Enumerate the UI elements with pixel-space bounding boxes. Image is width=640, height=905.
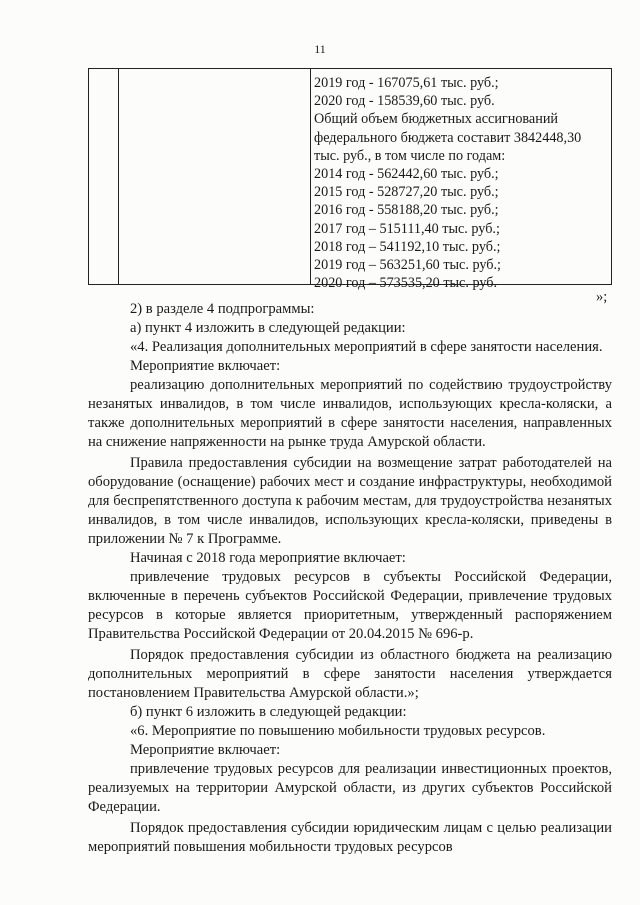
- paragraph: привлечение трудовых ресурсов в субъекты Российской Федерации, включенные в перечень субъектов Российской Федерации, привлечение трудовых ресурсов в которые является приоритетным, утвержденный распоряжением Правительства Российской Федерации от 20.04.2015 № 696-р.: [88, 569, 612, 642]
- paragraph: привлечение трудовых ресурсов для реализации инвестиционных проектов, реализуемых на территории Амурской области, из других субъектов Российской Федерации.: [88, 761, 612, 815]
- paragraph: Правила предоставления субсидии на возмещение затрат работодателей на оборудование (оснащение) рабочих мест и создание инфраструктуры, необходимой для беспрепятственного доступа к рабочим местам, для трудоустройства незанятых инвалидов, в том числе инвалидов, использующих кресла-коляски, приведены в приложении № 7 к Программе.: [88, 455, 612, 547]
- paragraph: 2) в разделе 4 подпрограммы:: [130, 301, 315, 317]
- paragraph: Порядок предоставления субсидии юридическим лицам с целью реализации мероприятий повышения мобильности трудовых ресурсов: [88, 820, 612, 855]
- table-cell-line: 2015 год - 528727,20 тыс. руб.;: [314, 184, 499, 201]
- table-column-divider: [310, 69, 311, 284]
- table-cell-line: 2019 год - 167075,61 тыс. руб.;: [314, 75, 499, 91]
- table-cell-line: 2016 год - 558188,20 тыс. руб.;: [314, 202, 499, 219]
- table-cell-line: 2014 год - 562442,60 тыс. руб.;: [314, 165, 499, 182]
- paragraph: реализацию дополнительных мероприятий по содействию трудоустройству незанятых инвалидов, в том числе инвалидов, использующих кресла-коляски, а также дополнительных мероприятий в сфере занятости населения, направленных на снижение напряженности на рынке труда Амурской области.: [88, 377, 612, 450]
- table-cell-line: 2017 год – 515111,40 тыс. руб.;: [314, 220, 500, 237]
- document-body: [88, 300, 612, 857]
- table-cell-funding: [314, 74, 609, 292]
- table-column-divider: [118, 69, 119, 284]
- paragraph: «6. Мероприятие по повышению мобильности трудовых ресурсов.: [130, 723, 546, 739]
- paragraph: б) пункт 6 изложить в следующей редакции:: [130, 704, 407, 720]
- paragraph: Порядок предоставления субсидии из областного бюджета на реализацию дополнительных мероприятий в сфере занятости населения утверждается постановлением Правительства Амурской области.»;: [88, 647, 612, 701]
- table-cell-line: 2020 год - 158539,60 тыс. руб.: [314, 93, 495, 110]
- paragraph: Мероприятие включает:: [130, 358, 281, 374]
- table-cell-line: 2019 год – 563251,60 тыс. руб.;: [314, 256, 501, 273]
- table-cell-line: федерального бюджета составит 3842448,30: [314, 129, 582, 146]
- table-cell-line: Общий объем бюджетных ассигнований: [314, 111, 559, 128]
- budget-table: [88, 68, 612, 292]
- paragraph: а) пункт 4 изложить в следующей редакции:: [130, 320, 406, 336]
- table-closing-quote: »;: [596, 289, 608, 305]
- table-cell-line: 2018 год – 541192,10 тыс. руб.;: [314, 238, 501, 255]
- table-cell-line: тыс. руб., в том числе по годам:: [314, 147, 506, 164]
- paragraph: Мероприятие включает:: [130, 742, 281, 758]
- table-cell-line: 2020 год – 573535,20 тыс. руб.: [314, 275, 498, 292]
- paragraph: «4. Реализация дополнительных мероприятий в сфере занятости населения.: [130, 339, 603, 355]
- page-number: 11: [314, 42, 326, 56]
- paragraph: Начиная с 2018 года мероприятие включает:: [130, 550, 406, 566]
